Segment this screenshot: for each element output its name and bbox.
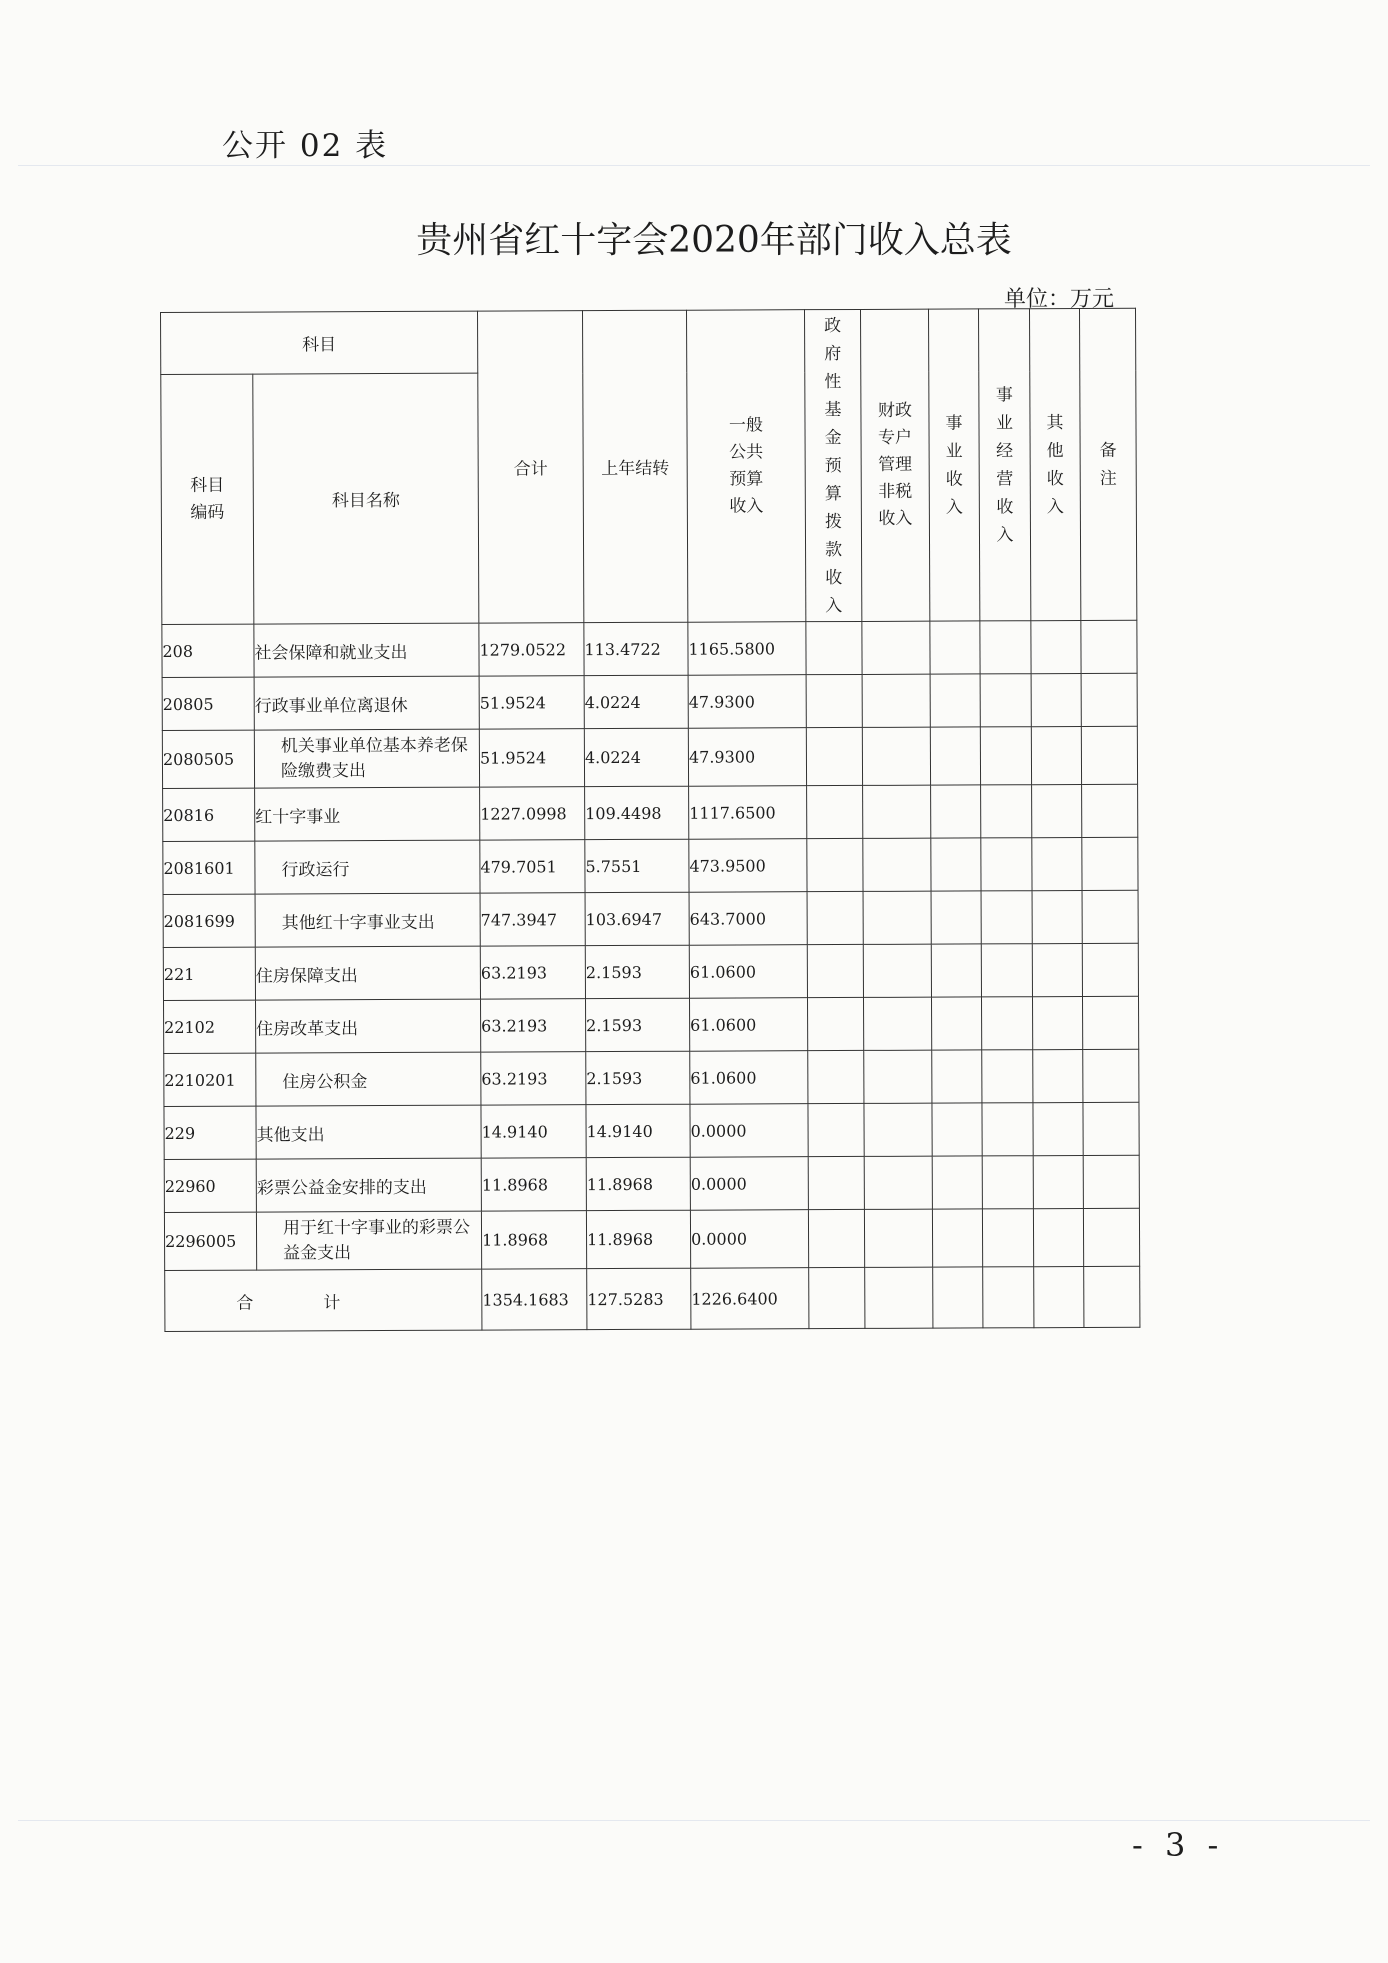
row-general-budget: 61.0600 <box>689 945 807 999</box>
empty-cell <box>807 785 863 838</box>
empty-cell <box>1032 943 1082 996</box>
empty-cell <box>931 891 981 944</box>
row-general-budget: 0.0000 <box>690 1157 808 1211</box>
empty-cell <box>807 891 863 944</box>
empty-cell <box>807 838 863 891</box>
empty-cell <box>980 674 1031 727</box>
empty-cell <box>1082 943 1138 996</box>
table-row <box>164 1155 1139 1212</box>
header-carryover: 上年结转 <box>582 310 687 622</box>
document-code: 公开 02 表 <box>222 128 389 164</box>
page-number: - 3 - <box>1132 1826 1225 1864</box>
header-gov-fund: 政府性基金预算拨款收入 <box>804 309 861 621</box>
table-row <box>162 673 1137 730</box>
header-fiscal-special: 财政专户管理非税收入 <box>860 309 929 621</box>
empty-cell <box>862 727 930 785</box>
grand-total-label: 合计 <box>165 1269 482 1331</box>
empty-cell <box>864 1156 932 1209</box>
empty-cell <box>863 838 931 891</box>
grand-total-total: 1354.1683 <box>482 1269 587 1330</box>
empty-cell <box>931 997 981 1050</box>
row-total: 11.8968 <box>481 1158 586 1211</box>
header-operating: 事业经营收入 <box>978 309 1030 621</box>
row-name: 住房保障支出 <box>255 946 480 1000</box>
empty-cell <box>980 727 1031 785</box>
empty-cell <box>1032 784 1082 837</box>
row-general-budget: 0.0000 <box>690 1104 808 1158</box>
empty-cell <box>864 1103 932 1156</box>
row-code: 221 <box>163 947 255 1000</box>
income-table <box>160 308 1140 1332</box>
empty-cell <box>863 785 931 838</box>
empty-cell <box>808 1209 864 1267</box>
empty-cell <box>865 1267 933 1328</box>
empty-cell <box>1033 1049 1083 1102</box>
empty-cell <box>863 891 931 944</box>
row-total: 51.9524 <box>479 729 584 787</box>
row-name: 行政事业单位离退休 <box>254 676 479 730</box>
row-general-budget: 0.0000 <box>690 1210 808 1269</box>
empty-cell <box>1083 1208 1139 1266</box>
table-row <box>163 784 1138 841</box>
empty-cell <box>930 727 980 785</box>
empty-cell <box>1032 996 1082 1049</box>
empty-cell <box>807 944 863 997</box>
empty-cell <box>932 1209 982 1267</box>
row-name: 社会保障和就业支出 <box>254 623 479 677</box>
row-name: 其他红十字事业支出 <box>255 893 480 947</box>
row-general-budget: 1117.6500 <box>689 786 807 840</box>
row-general-budget: 47.9300 <box>688 675 806 729</box>
grand-total-carryover: 127.5283 <box>587 1268 691 1329</box>
row-total: 14.9140 <box>481 1105 586 1158</box>
empty-cell <box>1033 1208 1083 1266</box>
empty-cell <box>932 1103 982 1156</box>
empty-cell <box>933 1267 983 1328</box>
empty-cell <box>1082 784 1138 837</box>
row-carryover: 11.8968 <box>586 1157 690 1210</box>
row-general-budget: 47.9300 <box>688 728 806 787</box>
row-code: 2081601 <box>163 841 255 894</box>
header-remark: 备注 <box>1079 308 1136 620</box>
scan-line <box>18 1820 1370 1821</box>
empty-cell <box>1083 1049 1139 1102</box>
row-name: 住房改革支出 <box>256 999 481 1053</box>
row-total: 747.3947 <box>480 893 585 946</box>
table-row <box>162 620 1137 677</box>
row-code: 2081699 <box>163 894 255 947</box>
empty-cell <box>1033 1102 1083 1155</box>
empty-cell <box>1081 620 1137 673</box>
table-row <box>163 943 1138 1000</box>
row-carryover: 109.4498 <box>585 786 689 839</box>
header-general-budget: 一般公共预算收入 <box>686 310 805 623</box>
row-carryover: 4.0224 <box>584 728 688 786</box>
row-total: 51.9524 <box>479 676 584 729</box>
unit-label: 单位：万元 <box>1004 287 1115 312</box>
empty-cell <box>1032 890 1082 943</box>
row-total: 63.2193 <box>481 1052 586 1105</box>
empty-cell <box>807 997 863 1050</box>
empty-cell <box>982 1209 1033 1267</box>
row-total: 11.8968 <box>481 1211 586 1269</box>
row-total: 63.2193 <box>480 946 585 999</box>
empty-cell <box>864 1209 932 1267</box>
row-carryover: 5.7551 <box>585 839 689 892</box>
table-row <box>164 1208 1139 1270</box>
empty-cell <box>809 1267 865 1328</box>
empty-cell <box>982 1050 1033 1103</box>
empty-cell <box>980 621 1031 674</box>
empty-cell <box>931 785 981 838</box>
empty-cell <box>932 1050 982 1103</box>
empty-cell <box>931 838 981 891</box>
empty-cell <box>864 1050 932 1103</box>
empty-cell <box>1082 837 1138 890</box>
row-name: 行政运行 <box>255 840 480 894</box>
empty-cell <box>808 1156 864 1209</box>
row-code: 2080505 <box>162 730 254 788</box>
empty-cell <box>981 997 1032 1050</box>
row-code: 20805 <box>162 677 254 730</box>
empty-cell <box>982 1156 1033 1209</box>
row-general-budget: 61.0600 <box>690 1051 808 1105</box>
empty-cell <box>1083 1155 1139 1208</box>
row-name: 用于红十字事业的彩票公益金支出 <box>256 1211 481 1270</box>
header-name: 科目名称 <box>253 373 479 624</box>
row-carryover: 11.8968 <box>586 1210 690 1268</box>
empty-cell <box>1082 996 1138 1049</box>
row-total: 479.7051 <box>480 840 585 893</box>
empty-cell <box>808 1103 864 1156</box>
row-name: 住房公积金 <box>256 1052 481 1106</box>
row-name: 彩票公益金安排的支出 <box>256 1158 481 1212</box>
row-general-budget: 1165.5800 <box>688 622 806 676</box>
row-carryover: 14.9140 <box>586 1104 690 1157</box>
empty-cell <box>982 1103 1033 1156</box>
row-carryover: 103.6947 <box>585 892 689 945</box>
row-general-budget: 473.9500 <box>689 839 807 893</box>
table-row <box>164 996 1139 1053</box>
table-row <box>163 837 1138 894</box>
grand-total-general-budget: 1226.6400 <box>691 1268 809 1330</box>
row-general-budget: 61.0600 <box>689 998 807 1052</box>
empty-cell <box>862 621 930 674</box>
table-row <box>162 726 1137 788</box>
header-business: 事业收入 <box>928 309 979 621</box>
empty-cell <box>981 785 1032 838</box>
empty-cell <box>1031 673 1081 726</box>
row-code: 22102 <box>164 1000 256 1053</box>
empty-cell <box>1031 726 1081 784</box>
row-code: 2210201 <box>164 1053 256 1106</box>
row-code: 22960 <box>164 1159 256 1212</box>
empty-cell <box>981 944 1032 997</box>
empty-cell <box>983 1267 1034 1328</box>
empty-cell <box>806 621 862 674</box>
row-carryover: 2.1593 <box>586 1051 690 1104</box>
row-name: 机关事业单位基本养老保险缴费支出 <box>254 729 479 788</box>
empty-cell <box>806 727 862 785</box>
empty-cell <box>1031 620 1081 673</box>
row-name: 红十字事业 <box>255 787 480 841</box>
row-code: 20816 <box>163 788 255 841</box>
empty-cell <box>1084 1266 1140 1327</box>
header-other: 其他收入 <box>1029 308 1080 620</box>
document-title: 贵州省红十字会2020年部门收入总表 <box>416 220 1012 261</box>
empty-cell <box>1081 673 1137 726</box>
empty-cell <box>1032 837 1082 890</box>
header-total: 合计 <box>477 311 583 623</box>
row-code: 208 <box>162 624 254 677</box>
table-row <box>164 1049 1139 1106</box>
row-carryover: 2.1593 <box>586 998 690 1051</box>
empty-cell <box>981 838 1032 891</box>
row-total: 1227.0998 <box>480 787 585 840</box>
row-total: 63.2193 <box>481 999 586 1052</box>
empty-cell <box>862 674 930 727</box>
empty-cell <box>930 621 980 674</box>
row-name: 其他支出 <box>256 1105 481 1159</box>
empty-cell <box>808 1050 864 1103</box>
scan-line <box>18 165 1370 166</box>
header-code: 科目编码 <box>161 374 254 624</box>
empty-cell <box>981 891 1032 944</box>
row-general-budget: 643.7000 <box>689 892 807 946</box>
empty-cell <box>1083 1102 1139 1155</box>
table-row <box>164 1102 1139 1159</box>
empty-cell <box>863 997 931 1050</box>
row-total: 1279.0522 <box>479 623 584 676</box>
row-code: 229 <box>164 1106 256 1159</box>
empty-cell <box>932 1156 982 1209</box>
row-carryover: 4.0224 <box>584 675 688 728</box>
table-header <box>161 308 1137 624</box>
empty-cell <box>931 944 981 997</box>
grand-total-row <box>165 1266 1140 1331</box>
empty-cell <box>1033 1155 1083 1208</box>
empty-cell <box>1081 726 1137 784</box>
table-row <box>163 890 1138 947</box>
table-body <box>162 620 1140 1270</box>
empty-cell <box>930 674 980 727</box>
empty-cell <box>1082 890 1138 943</box>
row-carryover: 113.4722 <box>584 622 688 675</box>
empty-cell <box>1034 1266 1084 1327</box>
header-subject: 科目 <box>161 311 478 374</box>
row-code: 2296005 <box>164 1212 256 1270</box>
empty-cell <box>806 674 862 727</box>
row-carryover: 2.1593 <box>585 945 689 998</box>
empty-cell <box>863 944 931 997</box>
